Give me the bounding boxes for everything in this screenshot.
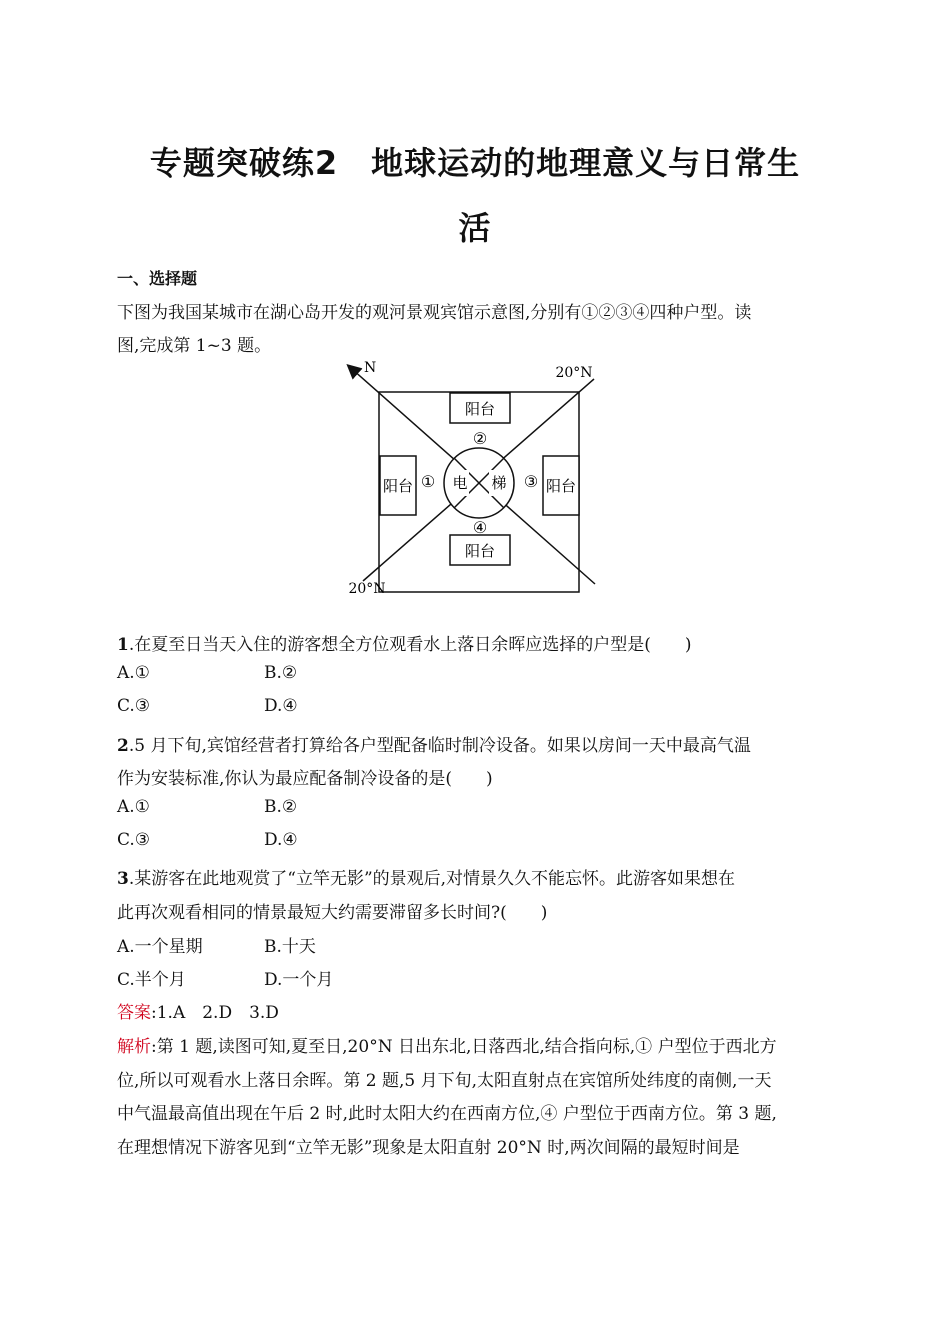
balcony-right-label: 阳台 <box>545 477 577 495</box>
q2-option-c: C.③ <box>117 830 151 850</box>
section-heading: 一、选择题 <box>117 269 198 288</box>
question-3-number: 3 <box>117 869 129 889</box>
question-3-text-1: .某游客在此地观赏了“立竿无影”的景观后,对情景久久不能忘怀。此游客如果想在 <box>128 869 736 889</box>
analysis-text-1: :第 1 题,读图可知,夏至日,20°N 日出东北,日落西北,结合指向标,① 户型位于西北方 <box>151 1037 777 1057</box>
question-2-text-2: 作为安装标准,你认为最应配备制冷设备的是( ) <box>117 769 493 789</box>
question-2-text-1: .5 月下旬,宾馆经营者打算给各户型配备临时制冷设备。如果以房间一天中最高气温 <box>128 736 751 756</box>
elevator-label-2: 梯 <box>491 474 507 492</box>
question-3 <box>117 864 735 889</box>
answer-label: 答案 <box>117 1003 151 1023</box>
question-2 <box>117 731 751 756</box>
unit-3-label: ③ <box>523 472 539 491</box>
q2-option-b: B.② <box>264 797 298 817</box>
answer-text: :1.A 2.D 3.D <box>151 1003 279 1023</box>
q3-option-d: D.一个月 <box>264 970 334 990</box>
analysis-line-2: 位,所以可观看水上落日余晖。第 2 题,5 月下旬,太阳直射点在宾馆所处纬度的南侧,一天 <box>117 1071 772 1091</box>
question-1 <box>117 630 692 655</box>
analysis-line-4: 在理想情况下游客见到“立竿无影”现象是太阳直射 20°N 时,两次间隔的最短时间是 <box>117 1138 740 1158</box>
q3-option-b: B.十天 <box>264 937 316 957</box>
balcony-top-label: 阳台 <box>464 400 496 418</box>
north-label: N <box>364 360 377 376</box>
lat-label-bottom: 20°N <box>348 581 386 597</box>
hotel-diagram <box>340 355 610 605</box>
lat-label-top: 20°N <box>555 365 593 381</box>
balcony-bottom-label: 阳台 <box>464 542 496 560</box>
elevator-label-1: 电 <box>452 474 468 492</box>
analysis-label: 解析 <box>117 1037 151 1057</box>
q3-option-a: A.一个星期 <box>117 937 203 957</box>
question-1-text: .在夏至日当天入住的游客想全方位观看水上落日余晖应选择的户型是( ) <box>128 635 692 655</box>
intro-line-2: 图,完成第 1~3 题。 <box>117 336 272 356</box>
answer-line <box>117 998 279 1023</box>
q1-option-c: C.③ <box>117 696 151 716</box>
analysis-line-3: 中气温最高值出现在午后 2 时,此时太阳大约在西南方位,④ 户型位于西南方位。第 3 题, <box>117 1104 777 1124</box>
unit-1-label: ① <box>420 472 436 491</box>
q2-option-a: A.① <box>117 797 150 817</box>
q2-option-d: D.④ <box>264 830 298 850</box>
question-1-number: 1 <box>117 635 129 655</box>
q3-option-c: C.半个月 <box>117 970 186 990</box>
balcony-left-label: 阳台 <box>382 477 414 495</box>
intro-line-1: 下图为我国某城市在湖心岛开发的观河景观宾馆示意图,分别有①②③④四种户型。读 <box>117 303 752 323</box>
q1-option-d: D.④ <box>264 696 298 716</box>
unit-4-label: ④ <box>472 518 488 537</box>
question-2-number: 2 <box>117 736 129 756</box>
page-title-line2: 活 <box>458 209 492 247</box>
unit-2-label: ② <box>472 429 488 448</box>
page-title-line1: 专题突破练2 地球运动的地理意义与日常生 <box>149 144 801 182</box>
q1-option-a: A.① <box>117 663 150 683</box>
q1-option-b: B.② <box>264 663 298 683</box>
analysis-line-1 <box>117 1032 777 1057</box>
question-3-text-2: 此再次观看相同的情景最短大约需要滞留多长时间?( ) <box>117 903 548 923</box>
